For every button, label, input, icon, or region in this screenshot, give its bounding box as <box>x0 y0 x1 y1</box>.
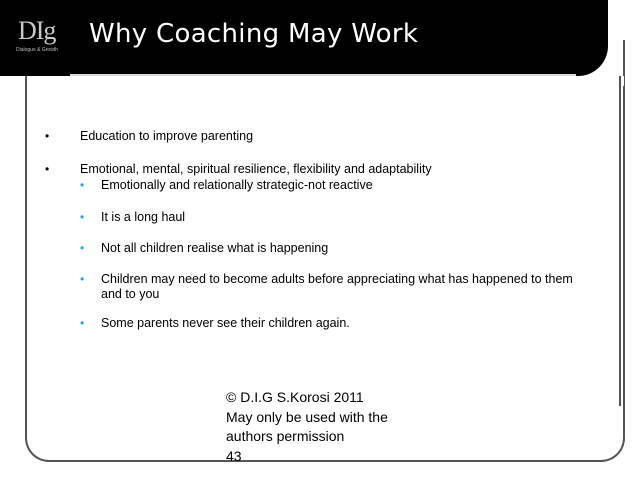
sub-bullet-icon: • <box>80 272 85 286</box>
sub-bullet-item: Children may need to become adults before appreciating what has happened to them and to you <box>101 272 573 301</box>
bullet-item: Education to improve parenting <box>80 129 254 143</box>
sub-bullet-icon: • <box>80 178 85 192</box>
sub-bullet-item: It is a long haul <box>101 210 186 224</box>
copyright-line: © D.I.G S.Korosi 2011 <box>226 389 364 405</box>
title-bar <box>0 0 608 76</box>
sub-bullet-icon: • <box>80 241 85 255</box>
permission-line: authors permission <box>226 428 345 444</box>
sub-bullet-item: Not all children realise what is happening <box>101 241 329 255</box>
permission-line: May only be used with the <box>226 408 388 425</box>
bullet-item: Emotional, mental, spiritual resilience, flexibility and adaptability <box>80 162 432 176</box>
bullet-icon: • <box>45 129 50 143</box>
page-number: 43 <box>226 447 242 464</box>
sub-bullet-item: Emotionally and relationally strategic-not reactive <box>101 178 373 192</box>
copyright-footer <box>226 388 446 466</box>
title-underline <box>70 74 576 76</box>
sub-bullet-icon: • <box>80 316 85 330</box>
dig-logo <box>16 16 68 62</box>
sub-bullet-item: Some parents never see their children again. <box>101 316 350 330</box>
sub-bullet-icon: • <box>80 210 85 224</box>
bullet-icon: • <box>45 162 50 176</box>
logo-mark: DIg <box>18 16 56 45</box>
logo-tagline: Dialogue & Growth <box>16 47 58 53</box>
slide-title: Why Coaching May Work <box>89 19 419 49</box>
